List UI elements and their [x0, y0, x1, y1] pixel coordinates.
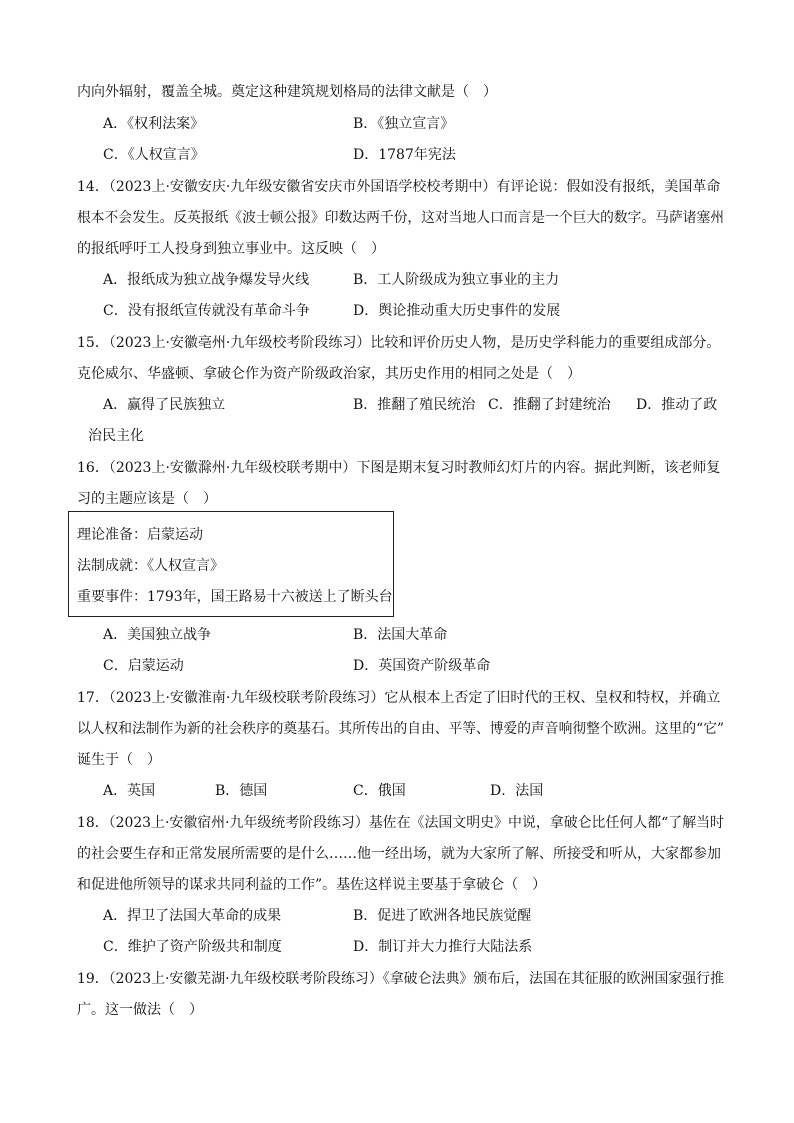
q16-slide-line3: 重要事件：1793年，国王路易十六被送上了断头台 — [77, 589, 393, 605]
q15-option-d-wrap: 治民主化 — [88, 428, 144, 444]
q16-stem-line2: 习的主题应该是（ ） — [77, 491, 217, 507]
q16-slide-box — [68, 511, 394, 617]
q18-option-c: C．维护了资产阶级共和制度 — [103, 939, 282, 955]
q18-option-b: B．促进了欧洲各地民族觉醒 — [353, 908, 532, 924]
q16-slide-line1: 理论准备：启蒙运动 — [77, 527, 203, 543]
q17-stem-line1: 17．（2023上·安徽淮南·九年级校联考阶段练习）它从根本上否定了旧时代的王权、皇权和特权，并确立 — [77, 690, 721, 706]
q15-stem-line2: 克伦威尔、华盛顿、拿破仑作为资产阶级政治家，其历史作用的相同之处是（ ） — [77, 366, 581, 382]
q15-option-b: B．推翻了殖民统治 — [353, 397, 476, 413]
q16-stem-line1: 16．（2023上·安徽滁州·九年级校联考期中）下图是期末复习时教师幻灯片的内容。据此判断，该老师复 — [77, 460, 721, 476]
q17-option-d: D．法国 — [490, 783, 544, 799]
q18-option-d: D．制订并大力推行大陆法系 — [353, 939, 533, 955]
q14-option-d: D．舆论推动重大历史事件的发展 — [353, 303, 561, 319]
q17-stem-line2: 以人权和法制作为新的社会秩序的奠基石。其所传出的自由、平等、博爱的声音响彻整个欧洲。这里的“它” — [77, 721, 724, 737]
q18-stem-line3: 和促进他所领导的谋求共同利益的工作”。基佐这样说主要基于拿破仑（ ） — [77, 877, 547, 893]
q18-option-a: A．捍卫了法国大革命的成果 — [103, 908, 282, 924]
q14-option-c: C．没有报纸宣传就没有革命斗争 — [103, 303, 310, 319]
q13-option-b: B．《独立宣言》 — [353, 116, 455, 132]
q14-stem-line1: 14．（2023上·安徽安庆·九年级安徽省安庆市外国语学校校考期中）有评论说：假如没有报纸，美国革命 — [77, 179, 721, 195]
q13-option-d: D．1787年宪法 — [353, 147, 456, 163]
q13-option-a: A．《权利法案》 — [103, 116, 205, 132]
q17-option-a: A．英国 — [103, 783, 156, 799]
q17-option-c: C．俄国 — [353, 783, 406, 799]
q18-stem-line2: 的社会要生存和正常发展所需要的是什么……他一经出场，就为大家所了解、所接受和听从，大家都参加 — [77, 846, 721, 862]
q14-option-b: B．工人阶级成为独立事业的主力 — [353, 272, 560, 288]
q19-stem-line2: 广。这一做法（ ） — [77, 1002, 203, 1018]
q13-option-c: C．《人权宣言》 — [103, 147, 205, 163]
q15-stem-line1: 15．（2023上·安徽亳州·九年级校考阶段练习）比较和评价历史人物，是历史学科能力的重要组成部分。 — [77, 335, 721, 351]
q14-stem-line3: 的报纸呼吁工人投身到独立事业中。这反映（ ） — [77, 241, 385, 257]
q17-stem-line3: 诞生于（ ） — [77, 752, 161, 768]
q16-slide-line2: 法制成就：《人权宣言》 — [77, 558, 224, 574]
q14-stem-line2: 根本不会发生。反英报纸《波士顿公报》印数达两千份，这对当地人口而言是一个巨大的数字。马萨诸塞州 — [77, 210, 725, 226]
q17-option-b: B．德国 — [215, 783, 268, 799]
q19-stem-line1: 19．（2023上·安徽芜湖·九年级校联考阶段练习）《拿破仑法典》颁布后，法国在其征服的欧洲国家强行推 — [77, 971, 725, 987]
q15-option-d: D．推动了政 — [636, 397, 718, 413]
q16-option-d: D．英国资产阶级革命 — [353, 658, 491, 674]
q13-stem-tail: 内向外辐射，覆盖全城。奠定这种建筑规划格局的法律文献是（ ） — [77, 84, 497, 100]
q16-option-a: A．美国独立战争 — [103, 627, 212, 643]
q15-option-a: A．赢得了民族独立 — [103, 397, 226, 413]
q16-option-c: C．启蒙运动 — [103, 658, 184, 674]
q15-option-c: C．推翻了封建统治 — [488, 397, 611, 413]
q16-option-b: B．法国大革命 — [353, 627, 448, 643]
q18-stem-line1: 18．（2023上·安徽宿州·九年级统考阶段练习）基佐在《法国文明史》中说，拿破仑比任何人都“了解当时 — [77, 815, 724, 831]
q14-option-a: A．报纸成为独立战争爆发导火线 — [103, 272, 310, 288]
